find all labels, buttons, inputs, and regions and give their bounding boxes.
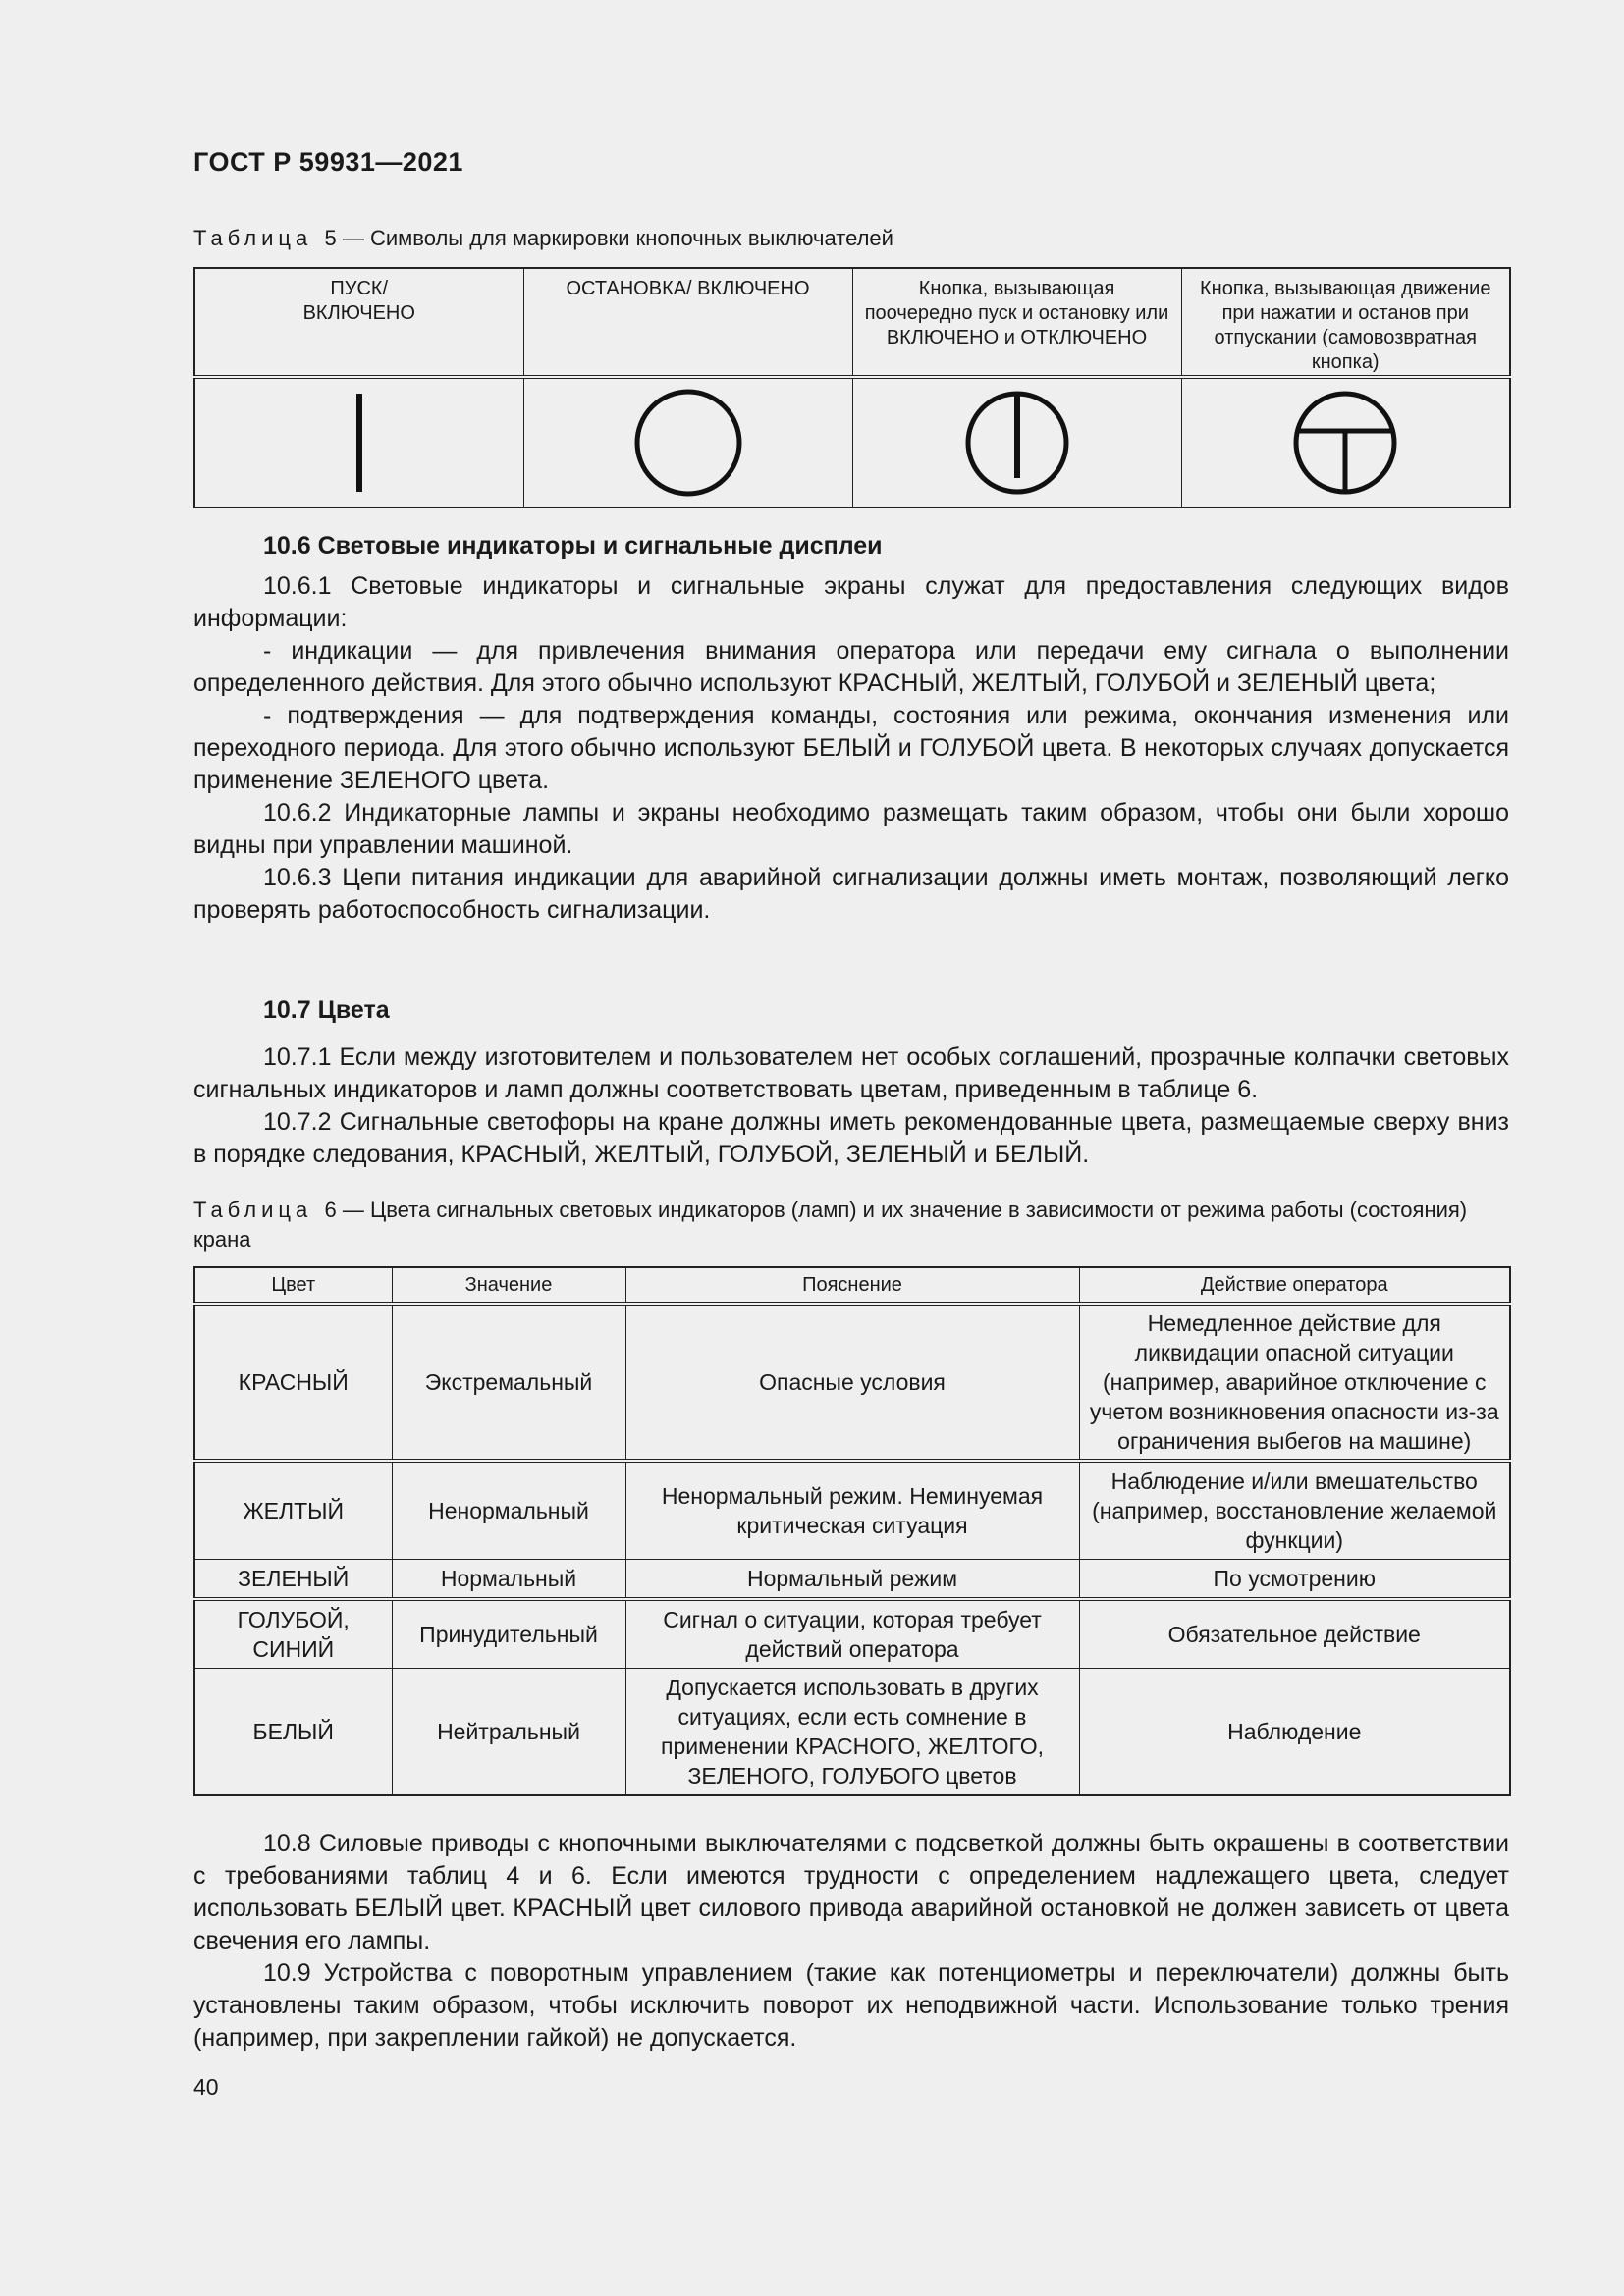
table-cell: Нормальный [392,1559,625,1599]
table-row [194,1304,1510,1461]
table-cell: Экстремальный [392,1304,625,1461]
table-cell: КРАСНЫЙ [194,1304,392,1461]
paragraph-confirmation: - подтверждения — для подтверждения команды, состояния или режима, окончания изменения или переходного периода. Для этого обычно используют БЕЛЫЙ и ГОЛУБОЙ цвета. В некоторых случаях допускается применение ЗЕЛЕНОГО цвета. [193,702,1509,794]
table-cell: Немедленное действие для ликвидации опасной ситуации (например, аварийное отключение с учетом возникновения опасности из-за ограничения выбегов на машине) [1079,1304,1510,1461]
circle-tee-symbol-icon [1286,386,1404,500]
table5-col-stop: ОСТАНОВКА/ ВКЛЮЧЕНО [523,268,852,377]
circle-symbol-icon [629,386,747,500]
line-symbol-icon [300,386,418,500]
table-cell: Нейтральный [392,1668,625,1795]
paragraph-10-6-1: 10.6.1 Световые индикаторы и сигнальные экраны служат для предоставления следующих видов информации: [193,572,1509,632]
page-number: 40 [193,2074,219,2100]
document-header: ГОСТ Р 59931—2021 [193,147,463,177]
paragraph-10-8: 10.8 Силовые приводы с кнопочными выключателями с подсветкой должны быть окрашены в соответствии с требованиями таблиц 4 и 6. Если имеются трудности с определением надлежащего цвета, следует использовать БЕЛЫЙ цвет. КРАСНЫЙ цвет силового привода аварийной остановкой не должен зависеть от цвета свечения его лампы. [193,1830,1509,1954]
table6-col-explanation: Пояснение [625,1267,1079,1304]
table5-cell-stop-symbol [523,377,852,507]
section-10-6 [193,530,1509,927]
paragraph-indication: - индикации — для привлечения внимания оператора или передачи ему сигнала о выполнении определенного действия. Для этого обычно используют КРАСНЫЙ, ЖЕЛТЫЙ, ГОЛУБОЙ и ЗЕЛЕНЫЙ цвета; [193,637,1509,697]
table6 [193,1266,1511,1796]
table-cell: По усмотрению [1079,1559,1510,1599]
paragraph-10-6-3: 10.6.3 Цепи питания индикации для аварийной сигнализации должны иметь монтаж, позволяющий легко проверять работоспособность сигнализации. [193,864,1509,924]
section-10-7 [193,994,1509,1171]
table-cell: ЖЕЛТЫЙ [194,1461,392,1559]
table5-cell-toggle-symbol [852,377,1181,507]
section-10-8 [193,1828,1509,2055]
table-cell: Допускается использовать в других ситуациях, если есть сомнение в применении КРАСНОГО, ЖЕЛТОГО, ЗЕЛЕНОГО, ГОЛУБОГО цветов [625,1668,1079,1795]
table-cell: Ненормальный режим. Неминуемая критическая ситуация [625,1461,1079,1559]
table-cell: Сигнал о ситуации, которая требует действий оператора [625,1599,1079,1668]
table6-col-action: Действие оператора [1079,1267,1510,1304]
table-cell: Нормальный режим [625,1559,1079,1599]
table6-col-color: Цвет [194,1267,392,1304]
table-cell: Ненормальный [392,1461,625,1559]
paragraph-10-6-2: 10.6.2 Индикаторные лампы и экраны необходимо размещать таким образом, чтобы они были хорошо видны при управлении машиной. [193,799,1509,859]
table-cell: ЗЕЛЕНЫЙ [194,1559,392,1599]
table-cell: Опасные условия [625,1304,1079,1461]
table5-cell-momentary-symbol [1181,377,1510,507]
section-10-7-heading: 10.7 Цвета [263,996,390,1024]
table5-caption-label: Таблица [193,226,313,250]
table6-caption-text: 6 — Цвета сигнальных световых индикаторов (ламп) и их значение в зависимости от режима работы (состояния) крана [193,1198,1468,1252]
table-cell: ГОЛУБОЙ, СИНИЙ [194,1599,392,1668]
table5-col-toggle: Кнопка, вызывающая поочередно пуск и остановку или ВКЛЮЧЕНО и ОТКЛЮЧЕНО [852,268,1181,377]
table6-caption [193,1196,1509,1255]
section-10-6-heading: 10.6 Световые индикаторы и сигнальные дисплеи [263,532,883,560]
table6-header-row [194,1267,1510,1304]
table5-col-momentary: Кнопка, вызывающая движение при нажатии и останов при отпускании (самовозвратная кнопка) [1181,268,1510,377]
paragraph-10-7-1: 10.7.1 Если между изготовителем и пользователем нет особых соглашений, прозрачные колпачки световых сигнальных индикаторов и ламп должны соответствовать цветам, приведенным в таблице 6. [193,1043,1509,1103]
table5-col-start: ПУСК/ ВКЛЮЧЕНО [194,268,523,377]
table5-symbol-row [194,377,1510,507]
table-row [194,1599,1510,1668]
table5-caption [193,226,893,251]
circle-line-symbol-icon [958,386,1076,500]
table-cell: Обязательное действие [1079,1599,1510,1668]
table6-col-meaning: Значение [392,1267,625,1304]
table5-header-row [194,268,1510,377]
table5-caption-text: 5 — Символы для маркировки кнопочных выключателей [324,226,893,250]
paragraph-10-9: 10.9 Устройства с поворотным управлением (такие как потенциометры и переключатели) должны быть установлены таким образом, чтобы исключить поворот их неподвижной части. Использование только трения (например, при закреплении гайкой) не допускается. [193,1959,1509,2052]
table5 [193,267,1511,508]
table-cell: Наблюдение [1079,1668,1510,1795]
table-cell: БЕЛЫЙ [194,1668,392,1795]
table-cell: Принудительный [392,1599,625,1668]
table-row [194,1559,1510,1599]
table-cell: Наблюдение и/или вмешательство (например, восстановление желаемой функции) [1079,1461,1510,1559]
table-row [194,1461,1510,1559]
paragraph-10-7-2: 10.7.2 Сигнальные светофоры на кране должны иметь рекомендованные цвета, размещаемые сверху вниз в порядке следования, КРАСНЫЙ, ЖЕЛТЫЙ, ГОЛУБОЙ, ЗЕЛЕНЫЙ и БЕЛЫЙ. [193,1108,1509,1168]
table5-cell-start-symbol [194,377,523,507]
table-row [194,1668,1510,1795]
table6-caption-label: Таблица [193,1198,313,1222]
